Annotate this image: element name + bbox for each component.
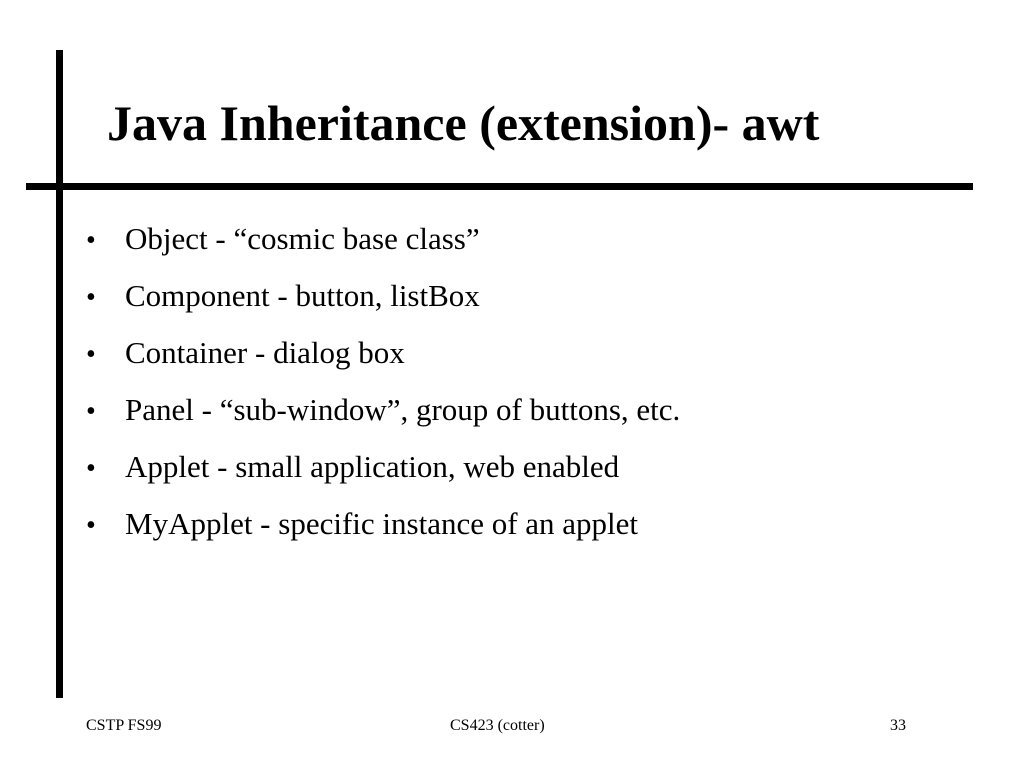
bullet-icon: • (86, 225, 96, 256)
bullet-text: Panel - “sub-window”, group of buttons, etc. (125, 392, 681, 427)
bullet-icon: • (86, 282, 96, 313)
bullet-text: Object - “cosmic base class” (125, 221, 480, 256)
bullet-item (86, 267, 680, 324)
bullet-item (86, 438, 680, 495)
bullet-item (86, 210, 680, 267)
page-number: 33 (890, 717, 906, 734)
bullet-item (86, 495, 680, 552)
horizontal-rule (26, 183, 973, 190)
bullet-item (86, 324, 680, 381)
bullet-text: MyApplet - specific instance of an applet (125, 506, 639, 541)
bullet-list (86, 210, 680, 552)
footer-left-text: CSTP FS99 (86, 717, 162, 734)
slide-title: Java Inheritance (extension)- awt (107, 95, 820, 151)
vertical-rule (56, 50, 63, 698)
bullet-text: Component - button, listBox (125, 278, 480, 313)
bullet-icon: • (86, 453, 96, 484)
bullet-icon: • (86, 396, 96, 427)
bullet-text: Container - dialog box (125, 335, 405, 370)
footer-center-text: CS423 (cotter) (450, 717, 545, 734)
bullet-icon: • (86, 510, 96, 541)
bullet-item (86, 381, 680, 438)
bullet-text: Applet - small application, web enabled (125, 449, 620, 484)
bullet-icon: • (86, 339, 96, 370)
